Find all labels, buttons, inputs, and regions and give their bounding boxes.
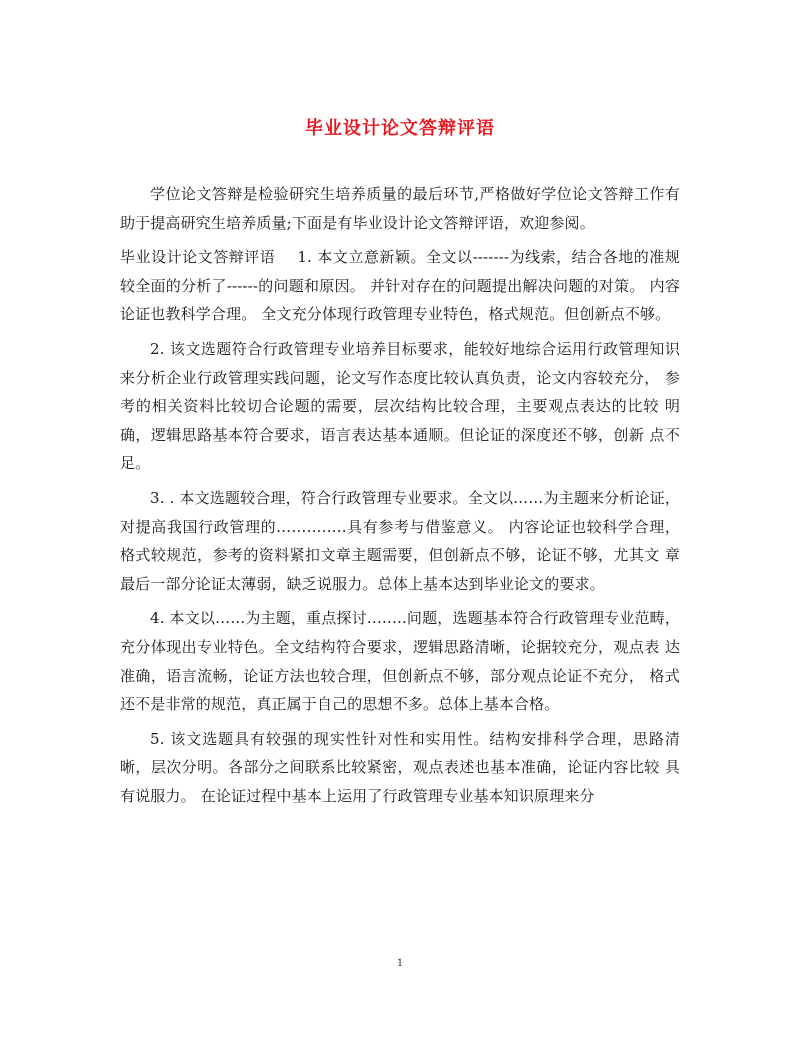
- comment-item-3: 3. . 本文选题较合理，符合行政管理专业要求。全文以……为主题来分析论证， 对提高我国行政管理的…………..具有参考与借鉴意义。 内容论证也较科学合理， 格式较规范，参考的资料紧扣文章主题需要，但创新点不够，论证不够，尤其文 章最后一部分论证太薄弱，缺乏说服力。总体上基本达到毕业论文的要求。: [120, 488, 680, 593]
- comment-item-2: 2. 该文选题符合行政管理专业培养目标要求，能较好地综合运用行政管理知识 来分析企业行政管理实践问题，论文写作态度比较认真负责，论文内容较充分， 参考的相关资料比较切合论题的需要，层次结构比较合理，主要观点表达的比较 明确，逻辑思路基本符合要求，语言表达基本通顺。但论证的深度还不够，创新 点不足。: [120, 339, 680, 473]
- first-comment-paragraph: [120, 243, 680, 329]
- comment-item-5: 5. 该文选题具有较强的现实性针对性和实用性。结构安排科学合理，思路清 晰，层次分明。各部分之间联系比较紧密，观点表述也基本准确，论证内容比较 具有说服力。 在论证过程中基本上运用了行政管理专业基本知识原理来分: [120, 729, 680, 805]
- subheading-label: 毕业设计论文答辩评语: [120, 248, 276, 267]
- document-title: 毕业设计论文答辩评语: [305, 118, 495, 139]
- intro-paragraph: 学位论文答辩是检验研究生培养质量的最后环节,严格做好学位论文答辩工作有助于提高研究生培养质量;下面是有毕业设计论文答辩评语，欢迎参阅。: [120, 185, 680, 232]
- document-body: [120, 180, 680, 816]
- comment-item-1: 1. 本文立意新颖。全文以-------为线索，结合各地的准规较全面的分析了------的问题和原因。 并针对存在的问题提出解决问题的对策。 内容论证也教科学合理。 全文充分体现行政管理专业特色，格式规范。但创新点不够。: [120, 248, 680, 324]
- page-number: 1: [396, 958, 404, 969]
- comment-item-4: 4. 本文以……为主题，重点探讨……..问题，选题基本符合行政管理专业范畴， 充分体现出专业特色。全文结构符合要求，逻辑思路清晰，论据较充分，观点表 达准确，语言流畅，论证方法也较合理，但创新点不够，部分观点论证不充分， 格式还不是非常的规范，真正属于自己的思想不多。总体上基本合格。: [120, 609, 680, 714]
